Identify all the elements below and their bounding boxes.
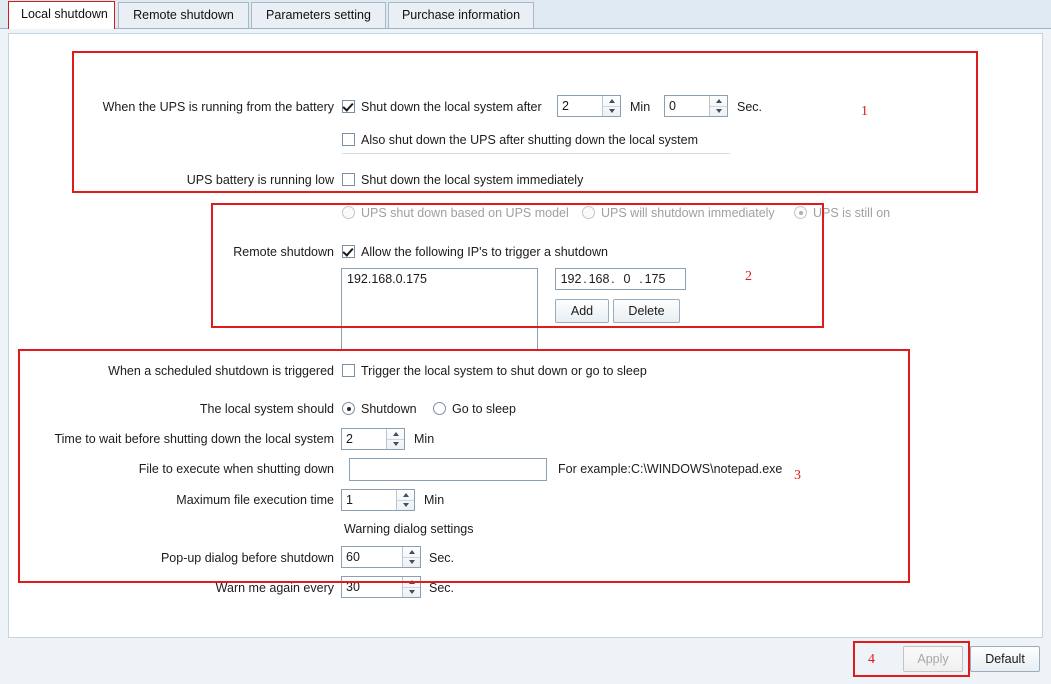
settings-panel bbox=[8, 33, 1043, 638]
delete-ip-button[interactable] bbox=[613, 299, 680, 323]
ip-dot-1: . bbox=[583, 272, 587, 286]
label-wait-time-unit: Min bbox=[414, 432, 435, 446]
divider-battery-section bbox=[342, 153, 730, 154]
label-max-execution-time-unit: Min bbox=[424, 493, 445, 507]
label-warn-again-unit: Sec. bbox=[429, 581, 455, 595]
tab-remote-shutdown[interactable] bbox=[118, 2, 249, 28]
ip-octet-1[interactable]: 192 bbox=[560, 272, 582, 286]
label-min-unit-battery: Min bbox=[630, 100, 651, 114]
spinner-warn-again[interactable] bbox=[341, 576, 421, 598]
label-scheduled-shutdown: When a scheduled shutdown is triggered bbox=[108, 364, 334, 378]
label-warn-again: Warn me again every bbox=[215, 581, 334, 595]
label-ups-shutdown-immediately: UPS will shutdown immediately bbox=[601, 206, 775, 220]
label-go-to-sleep-option: Go to sleep bbox=[452, 402, 516, 416]
radio-shutdown[interactable] bbox=[342, 402, 355, 415]
spinner-max-execution-time-input[interactable] bbox=[342, 490, 397, 510]
checkbox-shutdown-after[interactable] bbox=[342, 100, 355, 113]
spinner-max-execution-time-buttons[interactable] bbox=[396, 490, 414, 510]
annotation-number-2: 2 bbox=[745, 269, 752, 284]
radio-go-to-sleep[interactable] bbox=[433, 402, 446, 415]
tab-parameters-setting-label: Parameters setting bbox=[266, 8, 371, 22]
spinner-max-execution-time-down[interactable] bbox=[397, 500, 414, 510]
spinner-shutdown-seconds-input[interactable] bbox=[665, 96, 710, 116]
ip-list[interactable] bbox=[341, 268, 538, 350]
ip-dot-3: . bbox=[639, 272, 643, 286]
tab-purchase-information-label: Purchase information bbox=[401, 8, 521, 22]
radio-ups-shutdown-based-on-model[interactable] bbox=[342, 206, 355, 219]
spinner-shutdown-seconds[interactable] bbox=[664, 95, 728, 117]
label-max-execution-time: Maximum file execution time bbox=[176, 493, 334, 507]
label-battery-running-low: UPS battery is running low bbox=[186, 173, 334, 187]
checkbox-allow-ips[interactable] bbox=[342, 245, 355, 258]
spinner-shutdown-minutes-down[interactable] bbox=[603, 106, 620, 116]
spinner-shutdown-minutes-input[interactable] bbox=[558, 96, 603, 116]
label-sec-unit-battery: Sec. bbox=[737, 100, 763, 114]
spinner-shutdown-seconds-down[interactable] bbox=[710, 106, 727, 116]
radio-ups-shutdown-immediately[interactable] bbox=[582, 206, 595, 219]
tab-parameters-setting[interactable] bbox=[251, 2, 386, 28]
spinner-max-execution-time[interactable] bbox=[341, 489, 415, 511]
spinner-wait-time-input[interactable] bbox=[342, 429, 387, 449]
annotation-number-4: 4 bbox=[868, 652, 875, 667]
label-ups-still-on: UPS is still on bbox=[813, 206, 891, 220]
spinner-wait-time-buttons[interactable] bbox=[386, 429, 404, 449]
label-shutdown-immediately: Shut down the local system immediately bbox=[361, 173, 584, 187]
spinner-shutdown-minutes[interactable] bbox=[557, 95, 621, 117]
radio-ups-still-on[interactable] bbox=[794, 206, 807, 219]
checkbox-trigger-scheduled[interactable] bbox=[342, 364, 355, 377]
tab-remote-shutdown-label: Remote shutdown bbox=[133, 8, 234, 22]
spinner-popup-dialog-down[interactable] bbox=[403, 557, 420, 567]
spinner-wait-time[interactable] bbox=[341, 428, 405, 450]
spinner-warn-again-input[interactable] bbox=[342, 577, 403, 597]
annotation-number-3: 3 bbox=[794, 468, 801, 483]
list-item[interactable]: 192.168.0.175 bbox=[347, 272, 427, 286]
spinner-popup-dialog[interactable] bbox=[341, 546, 421, 568]
apply-button[interactable] bbox=[903, 646, 963, 672]
ip-octet-3[interactable]: 0 bbox=[623, 272, 631, 286]
ip-address-input[interactable] bbox=[555, 268, 686, 290]
label-also-shutdown-ups: Also shut down the UPS after shutting down the local system bbox=[361, 133, 698, 147]
default-button[interactable] bbox=[970, 646, 1040, 672]
default-button-label: Default bbox=[985, 652, 1025, 666]
label-shutdown-option: Shutdown bbox=[361, 402, 417, 416]
spinner-popup-dialog-input[interactable] bbox=[342, 547, 403, 567]
footer-bar bbox=[8, 638, 1043, 678]
spinner-warn-again-buttons[interactable] bbox=[402, 577, 420, 597]
label-wait-time: Time to wait before shutting down the local system bbox=[54, 432, 334, 446]
label-remote-shutdown: Remote shutdown bbox=[233, 245, 334, 259]
label-running-from-battery: When the UPS is running from the battery bbox=[102, 100, 334, 114]
ip-dot-2: . bbox=[611, 272, 615, 286]
ip-octet-4[interactable]: 175 bbox=[644, 272, 666, 286]
label-warning-dialog-settings: Warning dialog settings bbox=[344, 522, 474, 536]
spinner-popup-dialog-buttons[interactable] bbox=[402, 547, 420, 567]
label-local-system-should: The local system should bbox=[199, 402, 334, 416]
label-allow-ips: Allow the following IP's to trigger a shutdown bbox=[361, 245, 608, 259]
label-shutdown-after: Shut down the local system after bbox=[361, 100, 542, 114]
label-file-exec-hint: For example:C:\WINDOWS\notepad.exe bbox=[558, 462, 783, 476]
spinner-shutdown-minutes-buttons[interactable] bbox=[602, 96, 620, 116]
label-ups-shutdown-based-on-model: UPS shut down based on UPS model bbox=[361, 206, 569, 220]
spinner-wait-time-down[interactable] bbox=[387, 439, 404, 449]
tab-purchase-information[interactable] bbox=[388, 2, 534, 28]
add-ip-button[interactable] bbox=[555, 299, 609, 323]
label-popup-dialog-unit: Sec. bbox=[429, 551, 455, 565]
file-to-execute-input[interactable] bbox=[349, 458, 547, 481]
tab-local-shutdown-label: Local shutdown bbox=[21, 7, 108, 21]
ip-octet-2[interactable]: 168 bbox=[588, 272, 610, 286]
label-file-to-execute: File to execute when shutting down bbox=[138, 462, 334, 476]
tab-local-shutdown[interactable] bbox=[8, 1, 115, 29]
annotation-number-1: 1 bbox=[861, 104, 868, 119]
tab-strip bbox=[0, 0, 1051, 29]
label-popup-dialog: Pop-up dialog before shutdown bbox=[160, 551, 334, 565]
apply-button-label: Apply bbox=[917, 652, 949, 666]
spinner-warn-again-down[interactable] bbox=[403, 587, 420, 597]
delete-ip-button-label: Delete bbox=[628, 304, 665, 318]
checkbox-shutdown-immediately[interactable] bbox=[342, 173, 355, 186]
spinner-shutdown-seconds-buttons[interactable] bbox=[709, 96, 727, 116]
checkbox-also-shutdown-ups[interactable] bbox=[342, 133, 355, 146]
add-ip-button-label: Add bbox=[570, 304, 594, 318]
label-trigger-scheduled: Trigger the local system to shut down or go to sleep bbox=[361, 364, 647, 378]
